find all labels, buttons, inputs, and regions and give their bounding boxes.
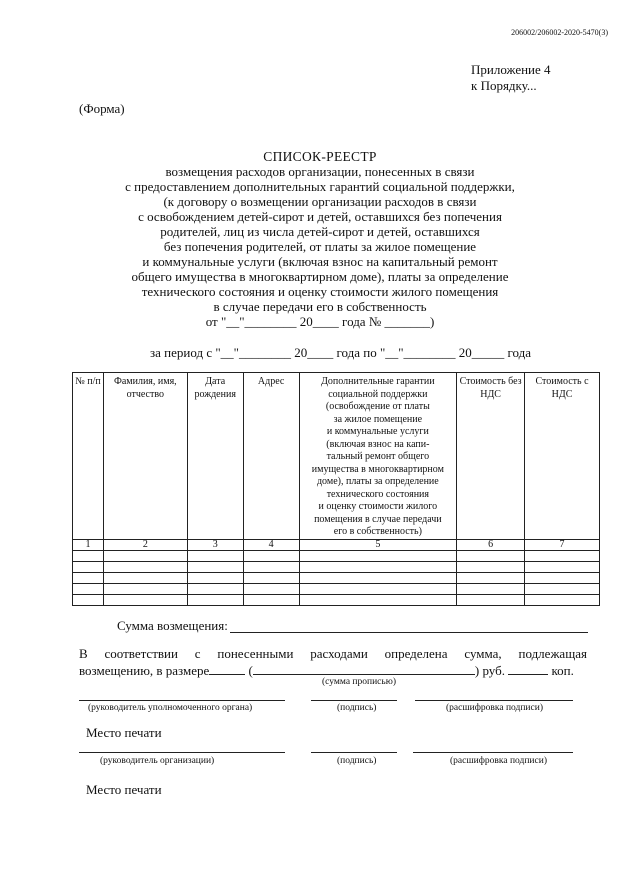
column-number: 2 bbox=[103, 539, 187, 550]
form-label: (Форма) bbox=[79, 101, 125, 116]
word: В bbox=[79, 646, 88, 661]
table-row bbox=[73, 561, 600, 572]
header-line: (освобождение от платы bbox=[325, 401, 430, 412]
header-line: имущества в многоквартирном bbox=[311, 463, 444, 475]
caption-signature-decode: (расшифровка подписи) bbox=[446, 703, 543, 713]
table-row bbox=[73, 583, 600, 594]
stamp-place-2: Место печати bbox=[86, 782, 162, 797]
column-number: 3 bbox=[187, 539, 243, 550]
table-row bbox=[73, 550, 600, 561]
document-number: 206002/206002-2020-5470(3) bbox=[511, 28, 608, 37]
title-heading: СПИСОК-РЕЕСТР bbox=[263, 149, 377, 164]
title-line: без попечения родителей, от платы за жилое помещение bbox=[163, 239, 477, 254]
title-line: в случае передачи его в собственность bbox=[213, 299, 427, 314]
statement-line-1 bbox=[79, 645, 587, 662]
rub-label: руб. bbox=[482, 663, 505, 678]
title-line: с предоставлением дополнительных гарантий социальной поддержки, bbox=[125, 179, 515, 194]
header-line: и коммунальные услуги bbox=[326, 426, 429, 437]
word: подлежащая bbox=[518, 646, 587, 661]
header-cell-cost-no-vat: Стоимость без НДС bbox=[457, 373, 525, 540]
register-table bbox=[72, 372, 600, 606]
appendix-line-1: Приложение 4 bbox=[471, 62, 551, 77]
statement-paragraph bbox=[79, 645, 587, 679]
column-number: 1 bbox=[73, 539, 104, 550]
header-line: Дополнительные гарантии bbox=[321, 376, 435, 387]
table-header-row bbox=[73, 373, 600, 540]
caption-signature-decode: (расшифровка подписи) bbox=[450, 756, 547, 766]
table-row bbox=[73, 572, 600, 583]
statement-line-2: возмещению, в размере ( ) руб. коп. bbox=[79, 663, 574, 678]
header-cell-name: Фамилия, имя, отчество bbox=[103, 373, 187, 540]
header-line: тальный ремонт общего bbox=[326, 451, 430, 462]
word: понесенными bbox=[217, 646, 294, 661]
sum-words-caption: (сумма прописью) bbox=[322, 677, 396, 687]
caption-signature: (подпись) bbox=[337, 703, 377, 713]
word: соответствии bbox=[104, 646, 178, 661]
signature-line-decode bbox=[415, 700, 573, 701]
header-line: доме), платы за определение bbox=[316, 476, 439, 487]
amount-blank bbox=[209, 662, 245, 675]
caption-organization-head: (руководитель организации) bbox=[100, 756, 215, 766]
column-number: 4 bbox=[243, 539, 299, 550]
word: сумма, bbox=[464, 646, 502, 661]
title-line: общего имущества в многоквартирном доме), платы за определение bbox=[131, 269, 509, 284]
kop-label: коп. bbox=[551, 663, 574, 678]
appendix-note bbox=[471, 62, 551, 94]
statement-prefix: возмещению, в размере bbox=[79, 663, 210, 678]
word: определена bbox=[384, 646, 448, 661]
title-line: возмещения расходов организации, понесенных в связи bbox=[165, 164, 475, 179]
period-line: за период с "__"________ 20____ года по "__"________ 20_____ года bbox=[150, 345, 532, 360]
header-cell-cost-vat: Стоимость с НДС bbox=[525, 373, 600, 540]
header-cell-guarantees bbox=[299, 373, 457, 540]
signature-line-role bbox=[79, 700, 285, 701]
document-title bbox=[0, 149, 640, 329]
title-line: (к договору о возмещении организации расходов в связи bbox=[163, 194, 477, 209]
stamp-place-1: Место печати bbox=[86, 725, 162, 740]
header-line: социальной поддержки bbox=[328, 388, 428, 400]
word: расходами bbox=[310, 646, 368, 661]
column-number: 5 bbox=[299, 539, 457, 550]
amount-words-blank bbox=[253, 662, 475, 675]
signature-line-sign bbox=[311, 700, 397, 701]
signature-line-sign bbox=[311, 752, 397, 753]
caption-authority-head: (руководитель уполномоченного органа) bbox=[88, 703, 253, 713]
column-number-row bbox=[73, 539, 600, 550]
column-number: 7 bbox=[525, 539, 600, 550]
column-number: 6 bbox=[457, 539, 525, 550]
header-line: технического состояния bbox=[326, 488, 430, 500]
title-line: с освобождением детей-сирот и детей, оставшихся без попечения bbox=[138, 209, 502, 224]
header-line: за жилое помещение bbox=[333, 413, 423, 425]
header-line: его в собственность) bbox=[333, 526, 422, 537]
appendix-line-2: к Порядку... bbox=[471, 78, 537, 93]
header-cell-number: № п/п bbox=[73, 373, 104, 540]
caption-signature: (подпись) bbox=[337, 756, 377, 766]
header-line: помещения в случае передачи bbox=[314, 513, 442, 525]
signature-line-role bbox=[79, 752, 285, 753]
title-line-date: от "__"________ 20____ года № _______) bbox=[205, 314, 435, 329]
header-cell-address: Адрес bbox=[243, 373, 299, 540]
header-line: и оценку стоимости жилого bbox=[318, 501, 438, 512]
header-line: (включая взнос на капи- bbox=[326, 438, 430, 450]
table-row bbox=[73, 594, 600, 605]
header-cell-birthdate: Дата рождения bbox=[187, 373, 243, 540]
title-line: родителей, лиц из числа детей-сирот и детей, оставшихся bbox=[160, 224, 480, 239]
signature-line-decode bbox=[413, 752, 573, 753]
sum-label: Сумма возмещения: bbox=[117, 618, 228, 633]
sum-blank-line bbox=[230, 632, 588, 633]
word: с bbox=[194, 646, 201, 661]
kop-blank bbox=[508, 662, 548, 675]
title-line: и коммунальные услуги (включая взнос на капитальный ремонт bbox=[142, 254, 498, 269]
title-line: технического состояния и оценку стоимости жилого помещения bbox=[141, 284, 499, 299]
